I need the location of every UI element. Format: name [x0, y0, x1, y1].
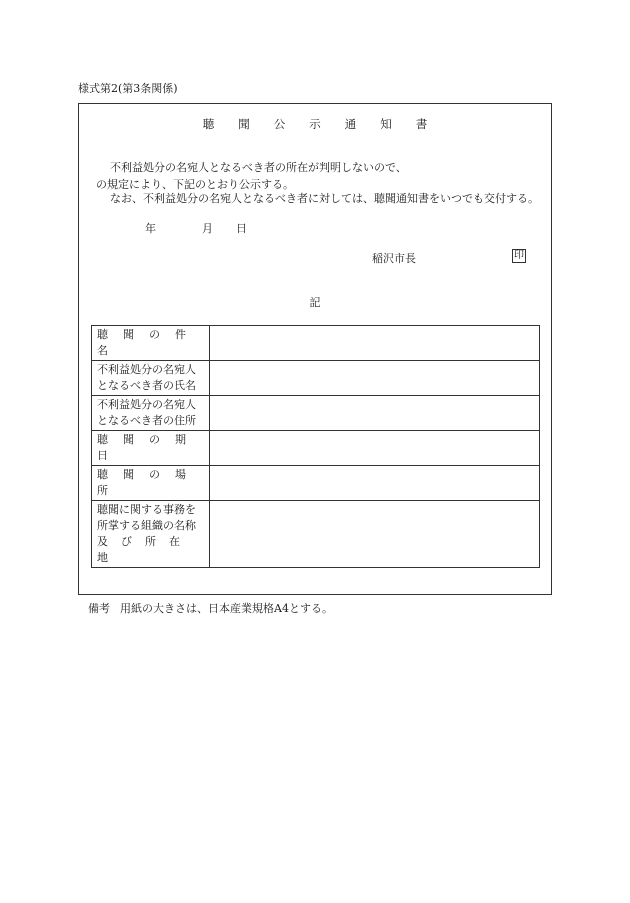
- seal-mark: 印: [514, 250, 524, 261]
- remarks-text: 用紙の大きさは、日本産業規格A4とする。: [120, 602, 333, 615]
- row-value-organization: [210, 501, 540, 568]
- table-row: [92, 326, 540, 361]
- row-value-case-name: [210, 326, 540, 361]
- label-line: 聴聞に関する事務を: [97, 503, 196, 516]
- hearing-details-table: [91, 325, 540, 568]
- table-row: [92, 361, 540, 396]
- row-label-case-name: 聴聞の件名: [92, 326, 210, 361]
- remarks: [88, 600, 333, 616]
- date-month: 月: [202, 222, 213, 235]
- row-value-date: [210, 431, 540, 466]
- table-row: [92, 466, 540, 501]
- row-label-date: 聴聞の期日: [92, 431, 210, 466]
- label-line: 不利益処分の名宛人: [97, 363, 196, 376]
- label-line: 不利益処分の名宛人: [97, 398, 196, 411]
- ki-heading: 記: [309, 296, 321, 309]
- issuer-name: 稲沢市長: [372, 252, 416, 265]
- date-line: [145, 220, 247, 236]
- row-label-place: 聴聞の場所: [92, 466, 210, 501]
- label-line: となるべき者の氏名: [97, 379, 196, 392]
- remarks-label: 備考: [88, 602, 110, 615]
- form-frame: [78, 103, 552, 595]
- row-label-organization: [92, 501, 210, 568]
- row-value-place: [210, 466, 540, 501]
- body-line-3: なお、不利益処分の名宛人となるべき者に対しては、聴聞通知書をいつでも交付する。: [110, 192, 539, 205]
- table-row: [92, 501, 540, 568]
- document-title: 聴聞公示通知書: [202, 117, 452, 131]
- row-label-addressee-name: [92, 361, 210, 396]
- table-row: [92, 431, 540, 466]
- body-line-1: 不利益処分の名宛人となるべき者の所在が判明しないので、: [110, 161, 407, 174]
- row-value-addressee-name: [210, 361, 540, 396]
- body-line-2: の規定により、下記のとおり公示する。: [96, 178, 294, 191]
- label-line: 所掌する組織の名称: [97, 519, 196, 532]
- row-value-addressee-address: [210, 396, 540, 431]
- row-label-addressee-address: [92, 396, 210, 431]
- table-row: [92, 396, 540, 431]
- label-line: 及び所在地: [97, 535, 193, 564]
- form-number-label: 様式第2(第3条関係): [78, 82, 178, 95]
- date-year: 年: [145, 222, 156, 235]
- date-day: 日: [236, 222, 247, 235]
- label-line: となるべき者の住所: [97, 414, 196, 427]
